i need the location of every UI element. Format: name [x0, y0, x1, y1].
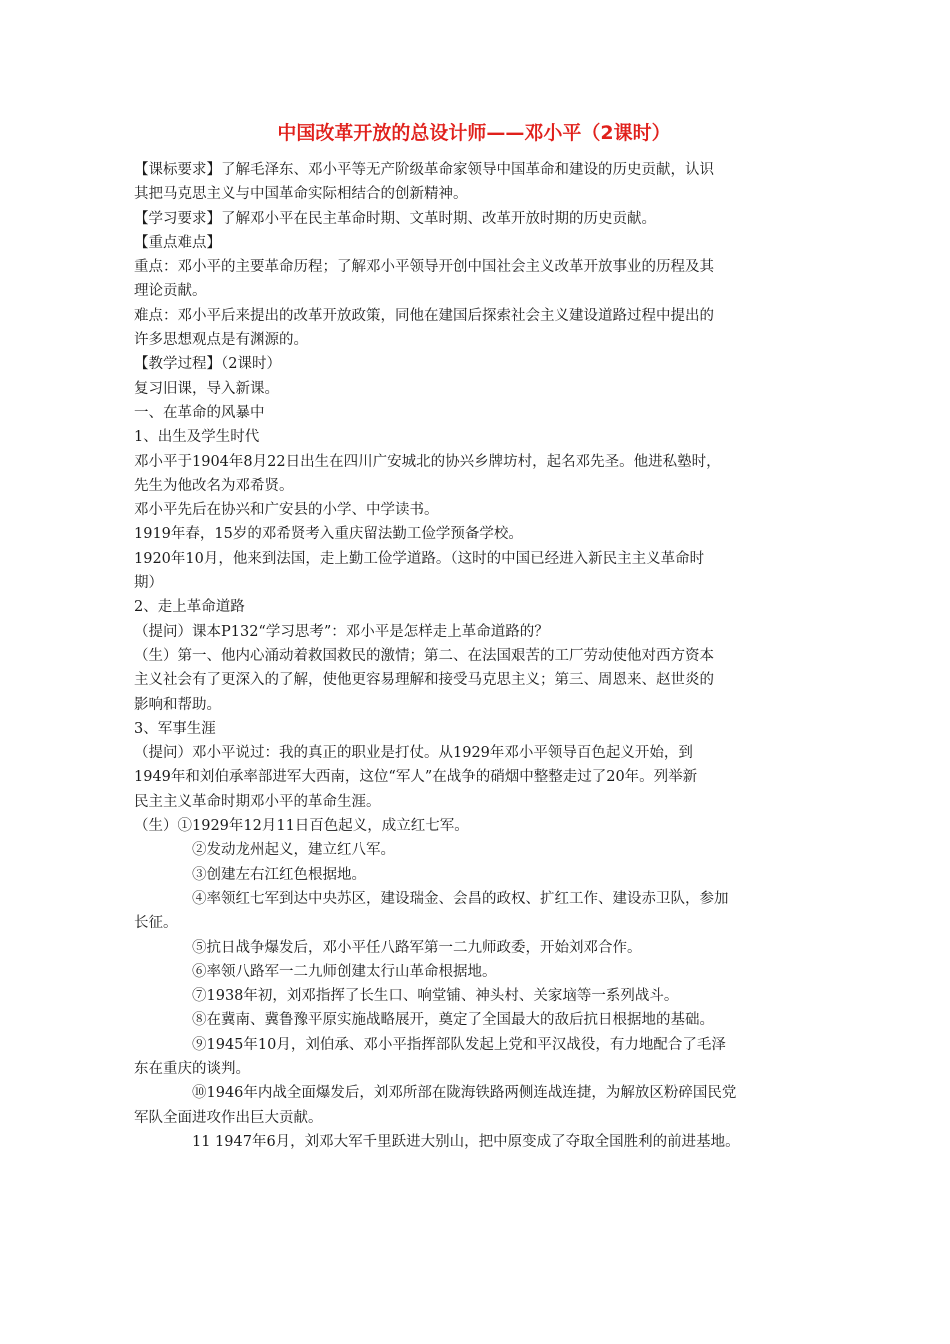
- text-line: 邓小平先后在协兴和广安县的小学、中学读书。: [134, 502, 439, 519]
- list-item: 11 1947年6月，刘邓大军千里跃进大别山，把中原变成了夺取全国胜利的前进基地。: [192, 1133, 740, 1150]
- list-item-continuation: 长征。: [134, 915, 178, 932]
- list-item: ⑤抗日战争爆发后，邓小平任八路军第一二九师政委，开始刘邓合作。: [192, 939, 642, 956]
- list-item: ⑦1938年初，刘邓指挥了长生口、响堂铺、神头村、关家垴等一系列战斗。: [192, 988, 679, 1005]
- text-line: 难点：邓小平后来提出的改革开放政策，同他在建国后探索社会主义建设道路过程中提出的: [134, 307, 714, 324]
- text-line: （生）第一、他内心涌动着救国救民的激情；第二、在法国艰苦的工厂劳动使他对西方资本: [134, 647, 714, 664]
- text-line: 期）: [134, 575, 163, 592]
- text-line: 【课标要求】了解毛泽东、邓小平等无产阶级革命家领导中国革命和建设的历史贡献，认识: [134, 162, 714, 178]
- text-line: 民主主义革命时期邓小平的革命生涯。: [134, 793, 381, 810]
- section-heading: 【重点难点】: [134, 234, 221, 251]
- text-line: 1920年10月，他来到法国，走上勤工俭学道路。（这时的中国已经进入新民主主义革命时: [134, 550, 705, 567]
- list-item: ④率领红七军到达中央苏区，建设瑞金、会昌的政权、扩红工作、建设赤卫队，参加: [192, 890, 729, 907]
- text-line: 主义社会有了更深入的了解，使他更容易理解和接受马克思主义；第三、周恩来、赵世炎的: [134, 672, 714, 689]
- list-item-continuation: 军队全面进攻作出巨大贡献。: [134, 1109, 323, 1126]
- list-item: ②发动龙州起义，建立红八军。: [192, 842, 395, 859]
- text-line: 邓小平于1904年8月22日出生在四川广安城北的协兴乡牌坊村，起名邓先圣。他进私塾时，: [134, 453, 721, 470]
- list-item: ⑨1945年10月，刘伯承、邓小平指挥部队发起上党和平汉战役，有力地配合了毛泽: [192, 1036, 726, 1053]
- text-line: 重点：邓小平的主要革命历程；了解邓小平领导开创中国社会主义改革开放事业的历程及其: [134, 259, 714, 276]
- section-heading: 一、在革命的风暴中: [134, 404, 265, 421]
- list-item: （生）①1929年12月11日百色起义，成立红七军。: [134, 818, 469, 835]
- text-line: 1919年春，15岁的邓希贤考入重庆留法勤工俭学预备学校。: [134, 526, 523, 543]
- text-line: 先生为他改名为邓希贤。: [134, 477, 294, 494]
- text-line: 影响和帮助。: [134, 696, 221, 713]
- text-line: （提问）课本P132“学习思考”：邓小平是怎样走上革命道路的？: [134, 623, 549, 640]
- list-item: ③创建左右江红色根据地。: [192, 866, 366, 883]
- list-item: ⑧在冀南、冀鲁豫平原实施战略展开，奠定了全国最大的敌后抗日根据地的基础。: [192, 1012, 714, 1029]
- document-page: [134, 118, 814, 1154]
- subsection-heading: 1、出生及学生时代: [134, 429, 260, 446]
- text-line: 理论贡献。: [134, 283, 207, 300]
- text-line: 1949年和刘伯承率部进军大西南，这位“军人”在战争的硝烟中整整走过了20年。列举新: [134, 769, 698, 786]
- list-item-continuation: 东在重庆的谈判。: [134, 1060, 250, 1077]
- text-line: 复习旧课，导入新课。: [134, 380, 279, 397]
- document-title: 中国改革开放的总设计师——邓小平（2课时）: [277, 122, 671, 144]
- section-heading: 【教学过程】（2课时）: [134, 356, 281, 373]
- subsection-heading: 2、走上革命道路: [134, 599, 245, 616]
- text-line: 许多思想观点是有渊源的。: [134, 332, 308, 349]
- text-line: （提问）邓小平说过：我的真正的职业是打仗。从1929年邓小平领导百色起义开始，到: [134, 745, 693, 762]
- list-item: ⑥率领八路军一二九师创建太行山革命根据地。: [192, 963, 497, 980]
- list-item: ⑩1946年内战全面爆发后，刘邓所部在陇海铁路两侧连战连捷，为解放区粉碎国民党: [192, 1085, 737, 1102]
- text-line: 其把马克思主义与中国革命实际相结合的创新精神。: [134, 186, 468, 203]
- text-line: 【学习要求】了解邓小平在民主革命时期、文革时期、改革开放时期的历史贡献。: [134, 210, 656, 227]
- subsection-heading: 3、军事生涯: [134, 720, 216, 737]
